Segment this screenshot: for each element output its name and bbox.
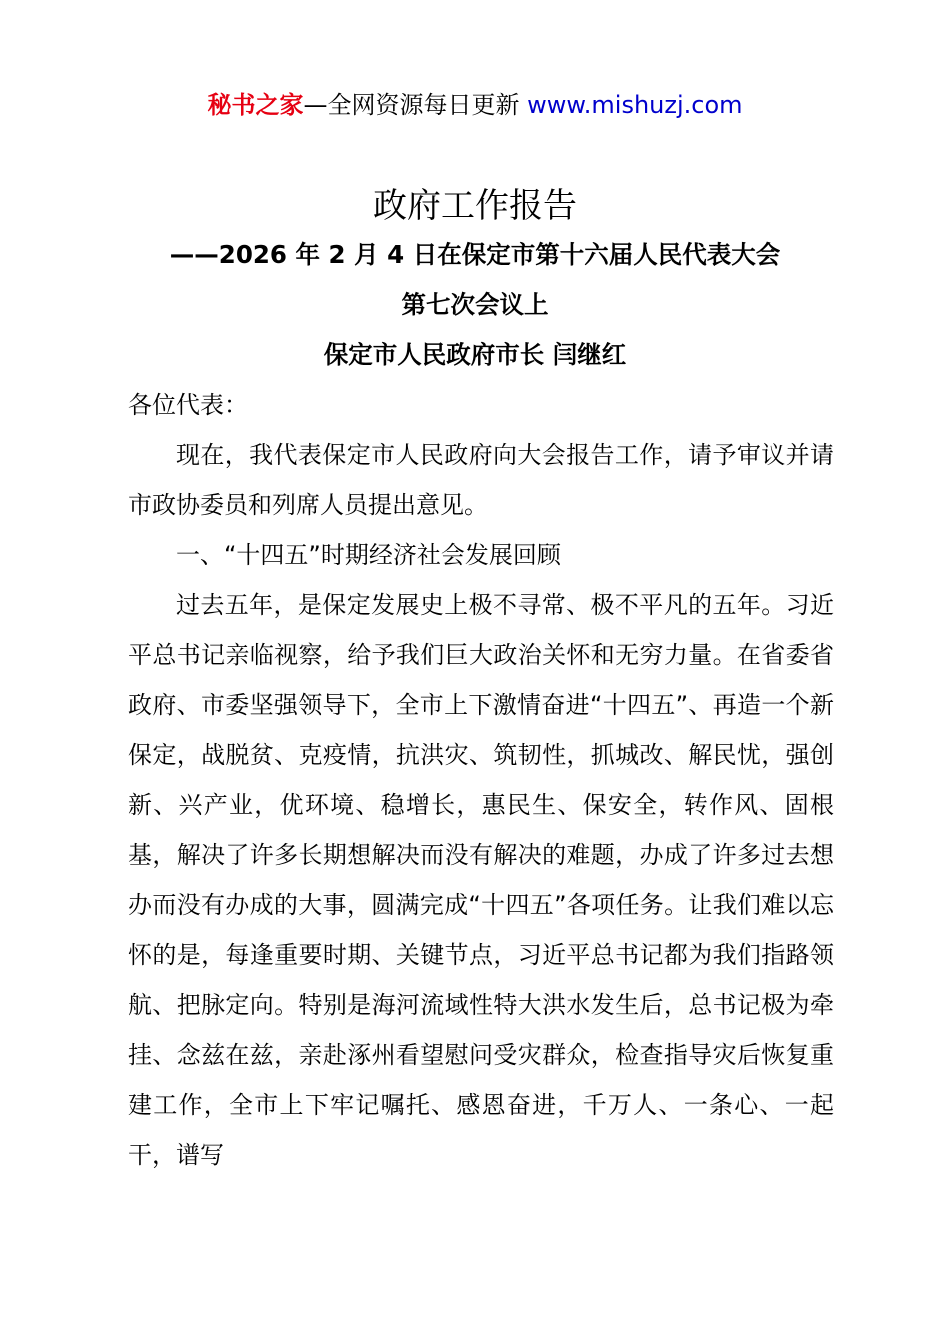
document-subtitle-line1: ——2026 年 2 月 4 日在保定市第十六届人民代表大会: [169, 240, 781, 269]
document-title: 政府工作报告: [373, 186, 577, 226]
site-tagline: —全网资源每日更新: [303, 91, 528, 119]
salutation: 各位代表：: [128, 391, 248, 419]
paragraph: 现在，我代表保定市人民政府向大会报告工作，请予审议并请市政协委员和列席人员提出意见。: [128, 441, 834, 519]
site-url-link[interactable]: www.mishuzj.com: [527, 91, 743, 119]
paragraph: 过去五年，是保定发展史上极不寻常、极不平凡的五年。习近平总书记亲临视察，给予我们巨大政治关怀和无穷力量。在省委省政府、市委坚强领导下，全市上下激情奋进“十四五”、再造一个新保定，战脱贫、克疫情，抗洪灾、筑韧性，抓城改、解民忧，强创新、兴产业，优环境、稳增长，惠民生、保安全，转作风、固根基，解决了许多长期想解决而没有解决的难题，办成了许多过去想办而没有办成的大事，圆满完成“十四五”各项任务。让我们难以忘怀的是，每逢重要时期、关键节点，习近平总书记都为我们指路领航、把脉定向。特别是海河流域性特大洪水发生后，总书记极为牵挂、念兹在兹，亲赴涿州看望慰问受灾群众，检查指导灾后恢复重建工作，全市上下牢记嘱托、感恩奋进，千万人、一条心、一起干，谱写: [128, 591, 834, 1169]
document-speaker: 保定市人民政府市长 闫继红: [323, 340, 627, 369]
section-heading: 一、“十四五”时期经济社会发展回顾: [176, 541, 561, 569]
site-header: [0, 88, 950, 122]
document-body: [128, 380, 834, 1180]
document-subtitle-line2: 第七次会议上: [401, 290, 549, 319]
site-name: 秘书之家: [207, 91, 304, 119]
